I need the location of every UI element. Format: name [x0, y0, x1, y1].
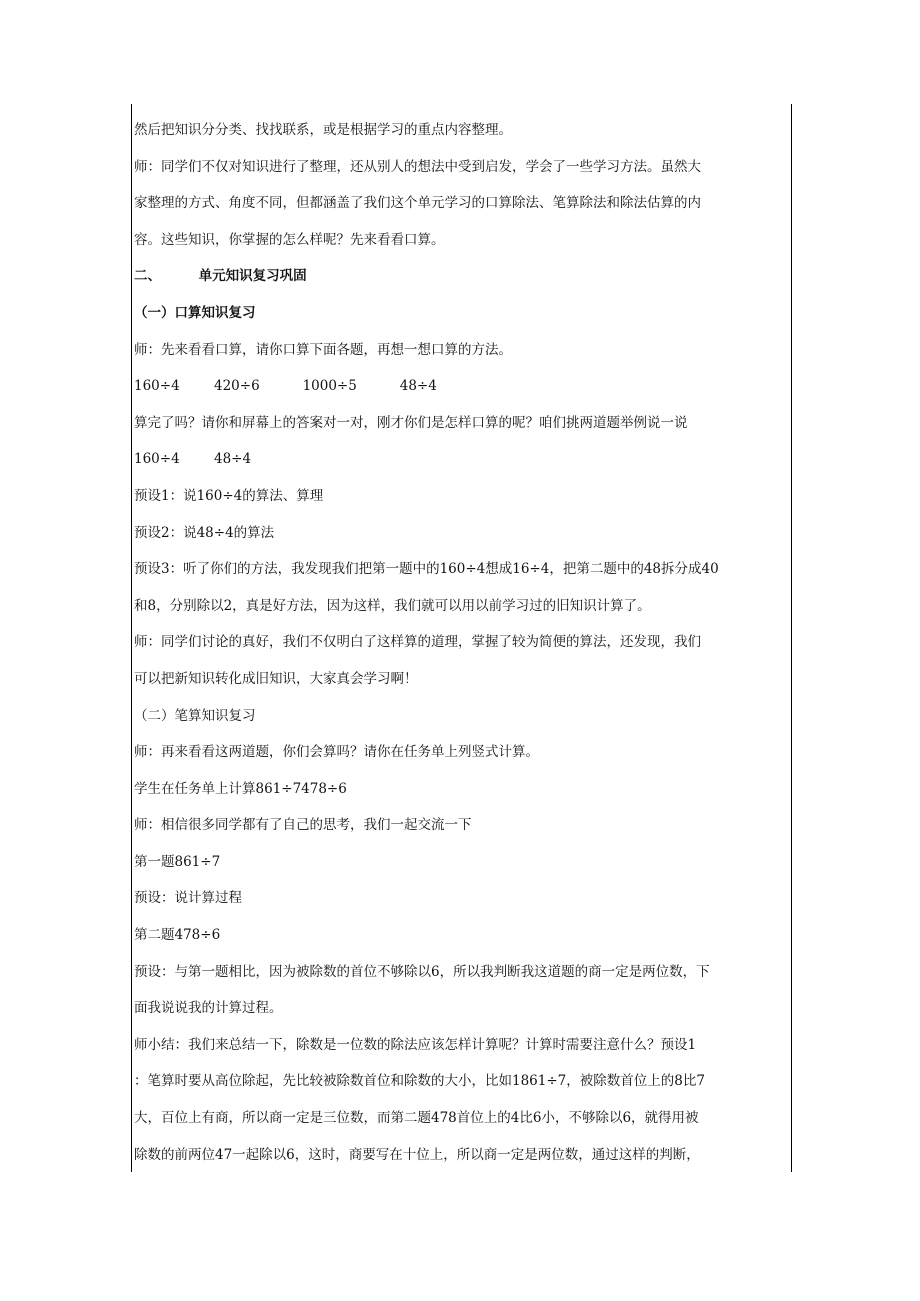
text-line: 师：先来看看口算，请你口算下面各题，再想一想口算的方法。 — [134, 341, 512, 358]
text-line: 和8，分别除以2，真是好方法，因为这样，我们就可以用以前学习过的旧知识计算了。 — [134, 597, 651, 614]
text-line: 除数的前两位47一起除以6，这时，商要写在十位上，所以商一定是两位数，通过这样的判断， — [134, 1146, 700, 1163]
text-line: 学生在任务单上计算861÷7478÷6 — [134, 780, 347, 797]
text-line: 预设2：说48÷4的算法 — [134, 524, 275, 541]
section-heading: 二、 单元知识复习巩固 — [134, 268, 307, 285]
text-line: 家整理的方式、角度不同，但都涵盖了我们这个单元学习的口算除法、笔算除法和除法估算的内 — [134, 195, 701, 212]
math-problems-line: 160÷4 48÷4 — [134, 451, 252, 468]
text-line: 可以把新知识转化成旧知识，大家真会学习啊！ — [134, 670, 418, 687]
text-line: 面我说说我的计算过程。 — [134, 1000, 283, 1017]
text-line: 预设：说计算过程 — [134, 890, 242, 907]
text-line: 预设3：听了你们的方法，我发现我们把第一题中的160÷4想成16÷4，把第二题中的48拆分成40 — [134, 561, 719, 578]
text-line: 第一题861÷7 — [134, 853, 221, 870]
text-line: 预设：与第一题相比，因为被除数的首位不够除以6，所以我判断我这道题的商一定是两位数，下 — [134, 963, 710, 980]
text-line: 大，百位上有商，所以商一定是三位数，而第二题478首位上的4比6小，不够除以6，就得用被 — [134, 1110, 699, 1127]
text-line: 容。这些知识，你掌握的怎么样呢？先来看看口算。 — [134, 231, 445, 248]
table-left-border — [131, 104, 132, 1172]
text-line: 师：再来看看这两道题，你们会算吗？请你在任务单上列竖式计算。 — [134, 744, 539, 761]
text-line: 然后把知识分分类、找找联系，或是根据学习的重点内容整理。 — [134, 122, 512, 138]
text-line: 师：相信很多同学都有了自己的思考，我们一起交流一下 — [134, 817, 472, 834]
text-line: 算完了吗？请你和屏幕上的答案对一对，刚才你们是怎样口算的呢？咱们挑两道题举例说一说 — [134, 414, 688, 431]
lesson-content — [134, 112, 788, 1173]
text-line: 师小结：我们来总结一下，除数是一位数的除法应该怎样计算呢？计算时需要注意什么？预设1 — [134, 1036, 697, 1053]
text-line: 第二题478÷6 — [134, 927, 221, 944]
math-problems-line: 160÷4 420÷6 1000÷5 48÷4 — [134, 378, 437, 395]
subsection-heading: （一）口算知识复习 — [134, 304, 256, 321]
text-line: 师：同学们不仅对知识进行了整理，还从别人的想法中受到启发，学会了一些学习方法。虽然大 — [134, 158, 701, 175]
table-right-border — [791, 104, 792, 1172]
subsection-heading: （二）笔算知识复习 — [134, 707, 256, 724]
text-line: 预设1：说160÷4的算法、算理 — [134, 487, 324, 504]
text-line: 师：同学们讨论的真好，我们不仅明白了这样算的道理，掌握了较为简便的算法，还发现，我们 — [134, 634, 701, 651]
text-line: ：笔算时要从高位除起，先比较被除数首位和除数的大小，比如1861÷7，被除数首位上的8比7 — [134, 1073, 705, 1090]
